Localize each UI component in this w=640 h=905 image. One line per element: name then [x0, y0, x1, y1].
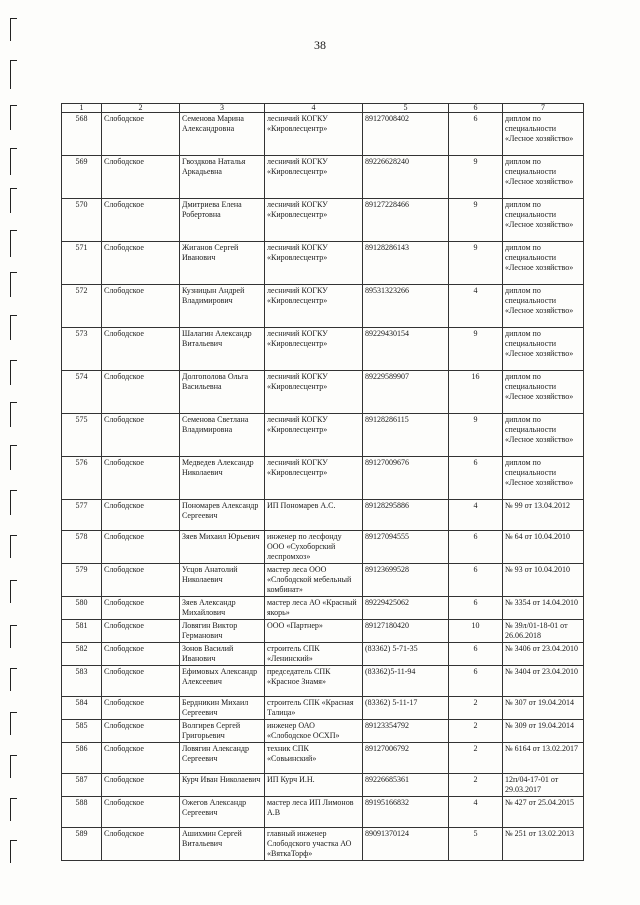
- row-number: 575: [62, 414, 102, 457]
- position-cell: мастер леса ИП Лимонов А.В: [265, 797, 363, 828]
- person-name-cell: Курч Иван Николаевич: [180, 774, 265, 797]
- table-row: [62, 643, 584, 666]
- phone-cell: 89128286143: [363, 242, 449, 285]
- person-name-cell: Ефимовых Александр Алексеевич: [180, 666, 265, 697]
- document-cell: диплом по специальности «Лесное хозяйство»: [503, 457, 584, 500]
- position-cell: ООО «Партнер»: [265, 620, 363, 643]
- person-name-cell: Ловягин Александр Сергеевич: [180, 743, 265, 774]
- phone-cell: (83362) 5-11-17: [363, 697, 449, 720]
- experience-cell: 6: [449, 564, 503, 597]
- district-cell: Слободское: [102, 457, 180, 500]
- table-row: [62, 328, 584, 371]
- district-cell: Слободское: [102, 531, 180, 564]
- person-name-cell: Ожегов Александр Сергеевич: [180, 797, 265, 828]
- experience-cell: 4: [449, 500, 503, 531]
- phone-cell: 89127009676: [363, 457, 449, 500]
- district-cell: Слободское: [102, 500, 180, 531]
- col-header: 1: [62, 104, 102, 113]
- position-cell: главный инженер Слободского участка АО «ВяткаТорф»: [265, 828, 363, 861]
- document-cell: № 3354 от 14.04.2010: [503, 597, 584, 620]
- row-number: 574: [62, 371, 102, 414]
- position-cell: строитель СПК «Красная Талица»: [265, 697, 363, 720]
- document-cell: диплом по специальности «Лесное хозяйство»: [503, 113, 584, 156]
- document-cell: 12п/04-17-01 от 29.03.2017: [503, 774, 584, 797]
- position-cell: инженер по лесфонду ООО «Сухоборский леспромхоз»: [265, 531, 363, 564]
- phone-cell: (83362)5-11-94: [363, 666, 449, 697]
- experience-cell: 6: [449, 666, 503, 697]
- phone-cell: 89127180420: [363, 620, 449, 643]
- position-cell: лесничий КОГКУ «Кировлесцентр»: [265, 285, 363, 328]
- person-name-cell: Усцов Анатолий Николаевич: [180, 564, 265, 597]
- person-name-cell: Ашихмин Сергей Витальевич: [180, 828, 265, 861]
- position-cell: ИП Пономарев А.С.: [265, 500, 363, 531]
- experience-cell: 6: [449, 643, 503, 666]
- person-name-cell: Гвоздкова Наталья Аркадьевна: [180, 156, 265, 199]
- experience-cell: 2: [449, 720, 503, 743]
- table-row: [62, 564, 584, 597]
- table-row: [62, 371, 584, 414]
- table-row: [62, 414, 584, 457]
- person-name-cell: Кузницын Андрей Владимирович: [180, 285, 265, 328]
- row-number: 572: [62, 285, 102, 328]
- position-cell: председатель СПК «Красное Знамя»: [265, 666, 363, 697]
- district-cell: Слободское: [102, 113, 180, 156]
- position-cell: лесничий КОГКУ «Кировлесцентр»: [265, 371, 363, 414]
- phone-cell: 89229430154: [363, 328, 449, 371]
- phone-cell: 89226628240: [363, 156, 449, 199]
- document-cell: № 309 от 19.04.2014: [503, 720, 584, 743]
- row-number: 589: [62, 828, 102, 861]
- person-name-cell: Пономарев Александр Сергеевич: [180, 500, 265, 531]
- document-cell: № 427 от 25.04.2015: [503, 797, 584, 828]
- table-row: [62, 113, 584, 156]
- document-cell: диплом по специальности «Лесное хозяйство»: [503, 285, 584, 328]
- district-cell: Слободское: [102, 199, 180, 242]
- document-cell: № 307 от 19.04.2014: [503, 697, 584, 720]
- position-cell: лесничий КОГКУ «Кировлесцентр»: [265, 156, 363, 199]
- document-cell: диплом по специальности «Лесное хозяйство»: [503, 371, 584, 414]
- experience-cell: 2: [449, 743, 503, 774]
- experience-cell: 9: [449, 242, 503, 285]
- table-row: [62, 531, 584, 564]
- col-header: 3: [180, 104, 265, 113]
- row-number: 569: [62, 156, 102, 199]
- person-name-cell: Ловягин Виктор Германович: [180, 620, 265, 643]
- district-cell: Слободское: [102, 371, 180, 414]
- position-cell: лесничий КОГКУ «Кировлесцентр»: [265, 242, 363, 285]
- phone-cell: 89128286115: [363, 414, 449, 457]
- district-cell: Слободское: [102, 720, 180, 743]
- phone-cell: 89229425062: [363, 597, 449, 620]
- row-number: 579: [62, 564, 102, 597]
- experience-cell: 9: [449, 199, 503, 242]
- row-number: 577: [62, 500, 102, 531]
- district-cell: Слободское: [102, 666, 180, 697]
- position-cell: лесничий КОГКУ «Кировлесцентр»: [265, 457, 363, 500]
- table-row: [62, 797, 584, 828]
- document-cell: диплом по специальности «Лесное хозяйство»: [503, 242, 584, 285]
- district-cell: Слободское: [102, 743, 180, 774]
- phone-cell: 89127006792: [363, 743, 449, 774]
- document-cell: диплом по специальности «Лесное хозяйство»: [503, 156, 584, 199]
- position-cell: лесничий КОГКУ «Кировлесцентр»: [265, 414, 363, 457]
- phone-cell: 89127008402: [363, 113, 449, 156]
- table-row: [62, 697, 584, 720]
- experience-cell: 9: [449, 328, 503, 371]
- person-name-cell: Семенова Светлана Владимировна: [180, 414, 265, 457]
- position-cell: инженер ОАО «Слободское ОСХП»: [265, 720, 363, 743]
- phone-cell: (83362) 5-71-35: [363, 643, 449, 666]
- experience-cell: 9: [449, 156, 503, 199]
- table-header-row: [62, 104, 584, 113]
- document-cell: диплом по специальности «Лесное хозяйство»: [503, 414, 584, 457]
- document-cell: № 251 от 13.02.2013: [503, 828, 584, 861]
- district-cell: Слободское: [102, 643, 180, 666]
- person-name-cell: Семенова Марина Александровна: [180, 113, 265, 156]
- table-row: [62, 500, 584, 531]
- district-cell: Слободское: [102, 285, 180, 328]
- row-number: 584: [62, 697, 102, 720]
- row-number: 571: [62, 242, 102, 285]
- person-name-cell: Медведев Александр Николаевич: [180, 457, 265, 500]
- document-cell: № 93 от 10.04.2010: [503, 564, 584, 597]
- district-cell: Слободское: [102, 242, 180, 285]
- position-cell: мастер леса АО «Красный якорь»: [265, 597, 363, 620]
- experience-cell: 2: [449, 697, 503, 720]
- district-cell: Слободское: [102, 620, 180, 643]
- experience-cell: 16: [449, 371, 503, 414]
- table-row: [62, 597, 584, 620]
- district-cell: Слободское: [102, 564, 180, 597]
- position-cell: лесничий КОГКУ «Кировлесцентр»: [265, 113, 363, 156]
- position-cell: ИП Курч И.Н.: [265, 774, 363, 797]
- col-header: 5: [363, 104, 449, 113]
- person-name-cell: Долгополова Ольга Васильевна: [180, 371, 265, 414]
- col-header: 4: [265, 104, 363, 113]
- table-row: [62, 457, 584, 500]
- document-cell: № 3404 от 23.04.2010: [503, 666, 584, 697]
- document-cell: № 99 от 13.04.2012: [503, 500, 584, 531]
- document-cell: № 64 от 10.04.2010: [503, 531, 584, 564]
- district-cell: Слободское: [102, 156, 180, 199]
- person-name-cell: Волгирев Сергей Григорьевич: [180, 720, 265, 743]
- document-cell: № 39л/01-18-01 от 26.06.2018: [503, 620, 584, 643]
- table-row: [62, 774, 584, 797]
- row-number: 588: [62, 797, 102, 828]
- phone-cell: 89226685361: [363, 774, 449, 797]
- row-number: 573: [62, 328, 102, 371]
- document-cell: № 3406 от 23.04.2010: [503, 643, 584, 666]
- row-number: 581: [62, 620, 102, 643]
- phone-cell: 89195166832: [363, 797, 449, 828]
- phone-cell: 89091370124: [363, 828, 449, 861]
- district-cell: Слободское: [102, 774, 180, 797]
- table-row: [62, 828, 584, 861]
- phone-cell: 89127228466: [363, 199, 449, 242]
- table-row: [62, 242, 584, 285]
- col-header: 6: [449, 104, 503, 113]
- district-cell: Слободское: [102, 697, 180, 720]
- phone-cell: 89127094555: [363, 531, 449, 564]
- table-row: [62, 156, 584, 199]
- experience-cell: 4: [449, 285, 503, 328]
- table-row: [62, 199, 584, 242]
- position-cell: техник СПК «Совьинский»: [265, 743, 363, 774]
- row-number: 582: [62, 643, 102, 666]
- experience-cell: 6: [449, 113, 503, 156]
- document-cell: диплом по специальности «Лесное хозяйство»: [503, 199, 584, 242]
- row-number: 583: [62, 666, 102, 697]
- row-number: 585: [62, 720, 102, 743]
- person-name-cell: Шалагин Александр Витальевич: [180, 328, 265, 371]
- table-row: [62, 285, 584, 328]
- table-row: [62, 620, 584, 643]
- position-cell: мастер леса ООО «Слободской мебельный комбинат»: [265, 564, 363, 597]
- person-name-cell: Зяев Александр Михайлович: [180, 597, 265, 620]
- position-cell: лесничий КОГКУ «Кировлесцентр»: [265, 199, 363, 242]
- experience-cell: 2: [449, 774, 503, 797]
- phone-cell: 89229589907: [363, 371, 449, 414]
- row-number: 568: [62, 113, 102, 156]
- row-number: 570: [62, 199, 102, 242]
- document-cell: диплом по специальности «Лесное хозяйство»: [503, 328, 584, 371]
- row-number: 580: [62, 597, 102, 620]
- person-name-cell: Зонов Василий Иванович: [180, 643, 265, 666]
- person-name-cell: Бердникин Михаил Сергеевич: [180, 697, 265, 720]
- experience-cell: 4: [449, 797, 503, 828]
- page-number: 38: [314, 38, 326, 52]
- register-table: [61, 103, 584, 861]
- position-cell: строитель СПК «Ленинский»: [265, 643, 363, 666]
- district-cell: Слободское: [102, 328, 180, 371]
- position-cell: лесничий КОГКУ «Кировлесцентр»: [265, 328, 363, 371]
- document-cell: № 6164 от 13.02.2017: [503, 743, 584, 774]
- col-header: 2: [102, 104, 180, 113]
- person-name-cell: Жиганов Сергей Иванович: [180, 242, 265, 285]
- phone-cell: 89531323266: [363, 285, 449, 328]
- district-cell: Слободское: [102, 597, 180, 620]
- district-cell: Слободское: [102, 797, 180, 828]
- row-number: 576: [62, 457, 102, 500]
- phone-cell: 89123699528: [363, 564, 449, 597]
- experience-cell: 6: [449, 457, 503, 500]
- district-cell: Слободское: [102, 414, 180, 457]
- table-row: [62, 666, 584, 697]
- person-name-cell: Зяев Михаил Юрьевич: [180, 531, 265, 564]
- district-cell: Слободское: [102, 828, 180, 861]
- table-row: [62, 720, 584, 743]
- table-row: [62, 743, 584, 774]
- experience-cell: 10: [449, 620, 503, 643]
- phone-cell: 89123354792: [363, 720, 449, 743]
- person-name-cell: Дмитриева Елена Робертовна: [180, 199, 265, 242]
- row-number: 586: [62, 743, 102, 774]
- experience-cell: 5: [449, 828, 503, 861]
- row-number: 578: [62, 531, 102, 564]
- experience-cell: 6: [449, 597, 503, 620]
- experience-cell: 9: [449, 414, 503, 457]
- phone-cell: 89128295886: [363, 500, 449, 531]
- row-number: 587: [62, 774, 102, 797]
- col-header: 7: [503, 104, 584, 113]
- experience-cell: 6: [449, 531, 503, 564]
